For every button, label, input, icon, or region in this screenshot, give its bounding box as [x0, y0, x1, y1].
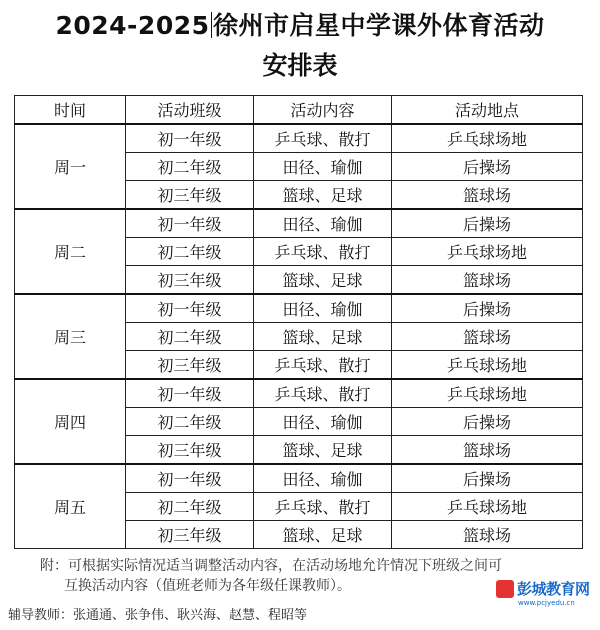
activity-cell: 乒乓球、散打: [254, 124, 392, 153]
activity-cell: 乒乓球、散打: [254, 379, 392, 408]
grade-cell: 初一年级: [126, 294, 254, 323]
note-line1: 附：可根据实际情况适当调整活动内容，在活动场地允许情况下班级之间可: [40, 558, 502, 574]
header-place: 活动地点: [392, 96, 583, 125]
table-row: [15, 379, 583, 408]
place-cell: 后操场: [392, 464, 583, 493]
page-title-line1: [0, 6, 600, 42]
activity-cell: 篮球、足球: [254, 521, 392, 549]
activity-cell: 乒乓球、散打: [254, 493, 392, 521]
day-cell: 周一: [15, 124, 126, 209]
activity-cell: 乒乓球、散打: [254, 351, 392, 380]
activity-cell: 篮球、足球: [254, 323, 392, 351]
place-cell: 篮球场: [392, 266, 583, 295]
grade-cell: 初二年级: [126, 153, 254, 181]
activity-cell: 乒乓球、散打: [254, 238, 392, 266]
title-year: 2024-2025: [55, 11, 210, 40]
note-line2: 互换活动内容（值班老师为各年级任课教师）。: [64, 578, 351, 594]
watermark-logo-icon: [496, 580, 514, 598]
place-cell: 乒乓球场地: [392, 379, 583, 408]
grade-cell: 初三年级: [126, 181, 254, 210]
table-row: [15, 209, 583, 238]
place-cell: 后操场: [392, 294, 583, 323]
place-cell: 篮球场: [392, 436, 583, 465]
grade-cell: 初二年级: [126, 493, 254, 521]
page-title-line2: 安排表: [262, 51, 338, 80]
day-cell: 周五: [15, 464, 126, 549]
activity-cell: 篮球、足球: [254, 436, 392, 465]
activity-cell: 篮球、足球: [254, 266, 392, 295]
place-cell: 乒乓球场地: [392, 238, 583, 266]
grade-cell: 初三年级: [126, 266, 254, 295]
place-cell: 篮球场: [392, 181, 583, 210]
table-row: [15, 464, 583, 493]
place-cell: 乒乓球场地: [392, 493, 583, 521]
watermark-url: www.pcjyedu.cn: [518, 599, 575, 607]
place-cell: 乒乓球场地: [392, 351, 583, 380]
text-cursor: [211, 12, 213, 38]
grade-cell: 初一年级: [126, 379, 254, 408]
header-class: 活动班级: [126, 96, 254, 125]
grade-cell: 初三年级: [126, 436, 254, 465]
activity-cell: 田径、瑜伽: [254, 153, 392, 181]
place-cell: 乒乓球场地: [392, 124, 583, 153]
place-cell: 后操场: [392, 408, 583, 436]
grade-cell: 初一年级: [126, 209, 254, 238]
activity-cell: 田径、瑜伽: [254, 408, 392, 436]
day-cell: 周三: [15, 294, 126, 379]
activity-cell: 田径、瑜伽: [254, 209, 392, 238]
activity-cell: 田径、瑜伽: [254, 294, 392, 323]
grade-cell: 初二年级: [126, 408, 254, 436]
activity-cell: 田径、瑜伽: [254, 464, 392, 493]
grade-cell: 初二年级: [126, 323, 254, 351]
site-watermark: [496, 578, 592, 616]
place-cell: 后操场: [392, 209, 583, 238]
table-row: [15, 294, 583, 323]
watermark-text: 彭城教育网: [517, 580, 590, 598]
activity-cell: 篮球、足球: [254, 181, 392, 210]
title-main: 徐州市启星中学课外体育活动: [213, 11, 545, 40]
place-cell: 后操场: [392, 153, 583, 181]
day-cell: 周二: [15, 209, 126, 294]
grade-cell: 初三年级: [126, 521, 254, 549]
activity-schedule-table: [14, 95, 583, 549]
table-header-row: [15, 96, 583, 125]
day-cell: 周四: [15, 379, 126, 464]
header-time: 时间: [15, 96, 126, 125]
place-cell: 篮球场: [392, 521, 583, 549]
grade-cell: 初一年级: [126, 464, 254, 493]
grade-cell: 初三年级: [126, 351, 254, 380]
header-content: 活动内容: [254, 96, 392, 125]
place-cell: 篮球场: [392, 323, 583, 351]
grade-cell: 初二年级: [126, 238, 254, 266]
instructor-list: 辅导教师：张通通、张争伟、耿兴海、赵慧、程昭等: [8, 608, 308, 623]
table-row: [15, 124, 583, 153]
grade-cell: 初一年级: [126, 124, 254, 153]
